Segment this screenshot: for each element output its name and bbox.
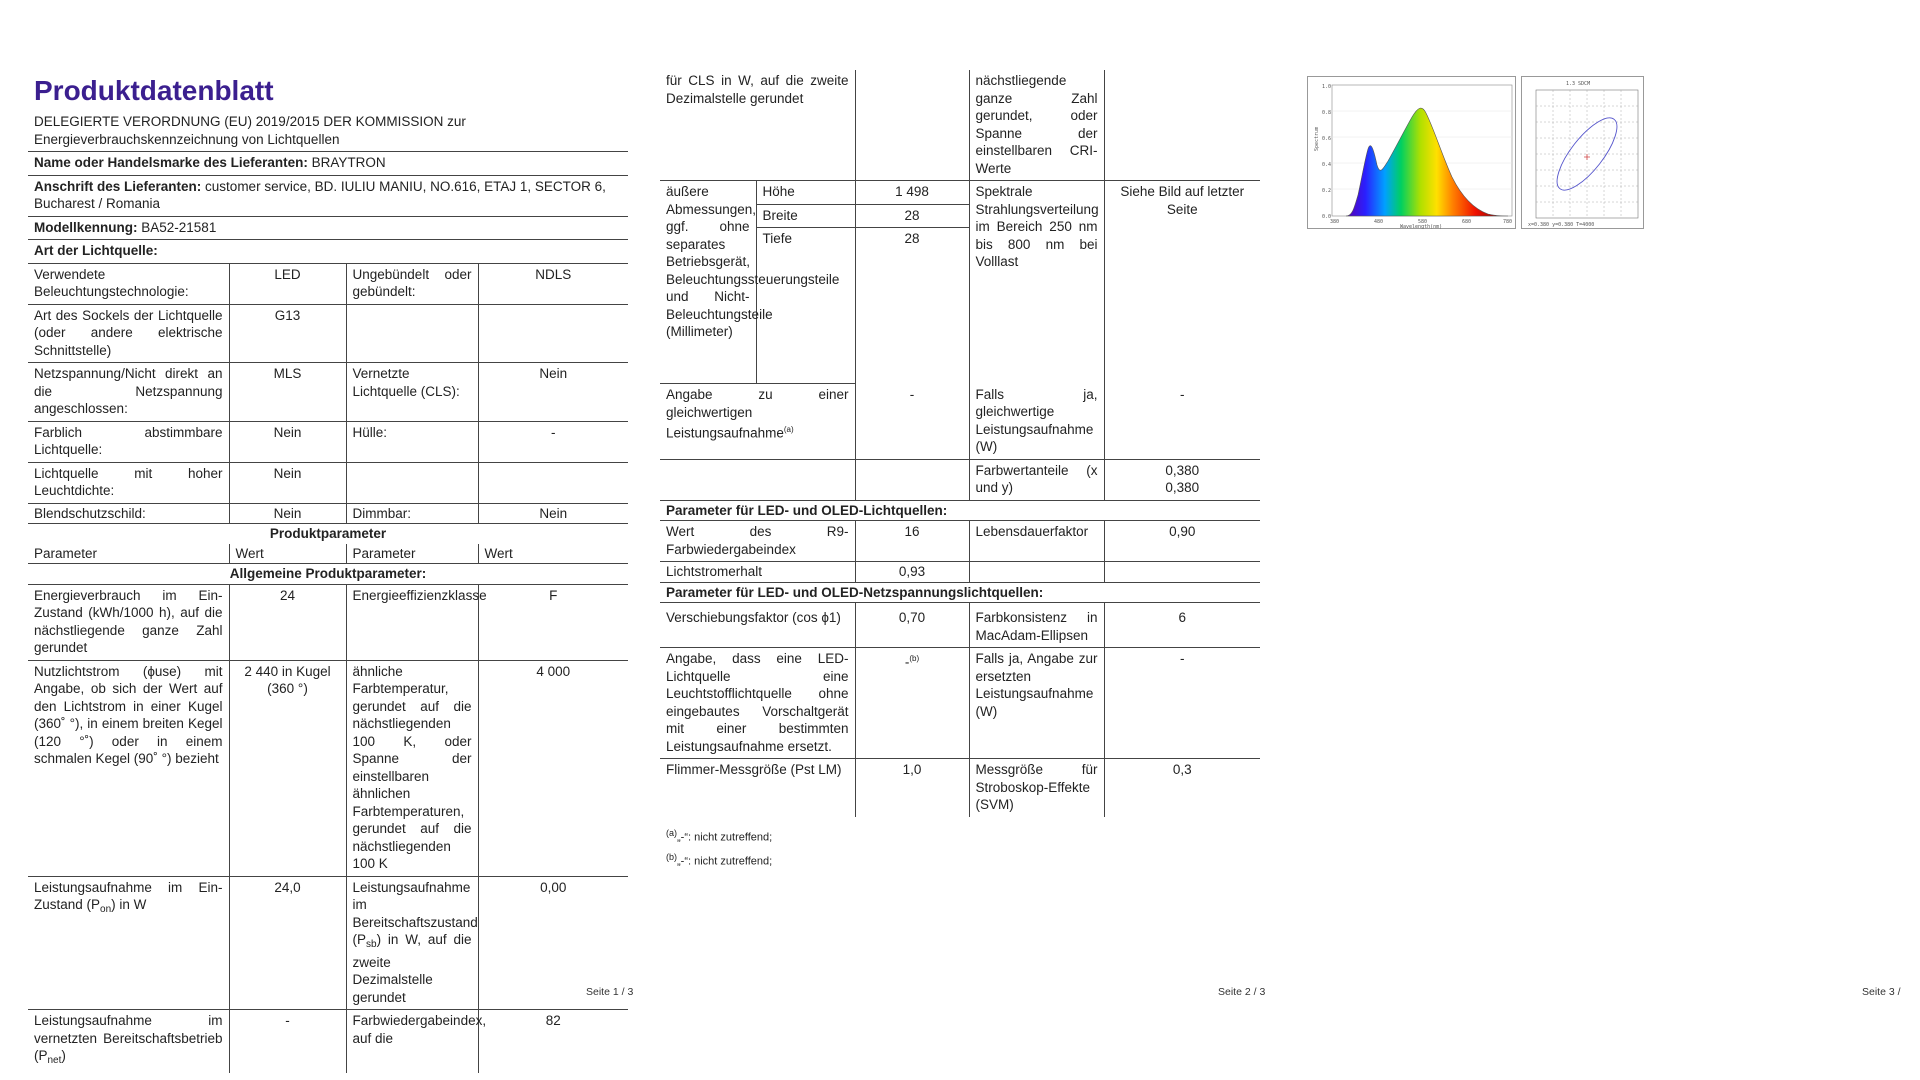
y-axis-label: Spectrum — [1314, 126, 1320, 151]
col-header-value: Wert — [229, 544, 346, 564]
param-value — [478, 462, 628, 503]
param-row — [660, 759, 1260, 817]
chroma-values: 0,380 0,380 — [1104, 459, 1260, 500]
supplier-name-row — [28, 152, 628, 176]
general-row — [28, 584, 628, 660]
svm-value: 0,3 — [1104, 759, 1260, 817]
param-value: 4 000 — [478, 660, 628, 876]
param-label: Art des Sockels der Lichtquelle (oder andere elektrische Schnittstelle) — [28, 304, 229, 363]
dimension-name: Höhe — [756, 181, 855, 205]
dimension-value: 28 — [855, 204, 969, 228]
type-row — [28, 421, 628, 462]
spectrum-figure — [1307, 76, 1516, 229]
flicker-value: 1,0 — [855, 759, 969, 817]
mains-params-heading-row — [660, 582, 1260, 603]
light-source-type-table — [28, 263, 628, 1073]
param-label — [346, 304, 478, 363]
retrofit-label: Angabe, dass eine LED-Lichtquelle eine Leuchtstofflichtquelle ohne eingebautes Vorschaltgerät mit einer bestimmten Leistungsaufnahme ersetzt. — [660, 648, 855, 759]
regulation-text: DELEGIERTE VERORDNUNG (EU) 2019/2015 DER KOMMISSION zur Energieverbrauchskennzeichnung von Lichtquellen — [34, 114, 466, 147]
retrofit-value: -$^{(b)}$ — [855, 648, 969, 759]
param-label: nächstliegende ganze Zahl gerundet, oder Spanne der einstellbaren CRI-Werte — [969, 70, 1104, 181]
dimension-value: 1 498 — [855, 181, 969, 205]
model-label: Modellkennung: — [34, 219, 138, 235]
empty-cell — [1104, 562, 1260, 583]
pon-value: 24,0 — [229, 876, 346, 1010]
page-number: Seite 3 / — [1862, 986, 1901, 998]
param-value — [1104, 70, 1260, 181]
dpf-label: Verschiebungsfaktor (cos ϕ1) — [660, 603, 855, 648]
type-row — [28, 503, 628, 524]
x-tick: 380 — [1330, 219, 1340, 225]
y-tick: 0.6 — [1322, 136, 1332, 142]
led-params-heading-row — [660, 500, 1260, 521]
pnet-label: Leistungsaufnahme im vernetzten Bereitschaftsbetrieb $(P_{net})$ — [28, 1010, 229, 1073]
param-label: Blendschutzschild: — [28, 503, 229, 524]
model-id: BA52-21581 — [141, 219, 217, 235]
color-consistency-value: 6 — [1104, 603, 1260, 648]
param-value: Nein — [229, 462, 346, 503]
equiv-value: - — [855, 384, 969, 460]
param-value: Nein — [478, 503, 628, 524]
x-tick: 780 — [1503, 219, 1513, 225]
col-header-param: Parameter — [34, 545, 98, 561]
param-label: Verwendete Beleuchtungstechnologie: — [28, 263, 229, 304]
supplier-name-label: Name oder Handelsmarke des Lieferanten: — [34, 155, 308, 170]
y-tick: 1.0 — [1322, 84, 1332, 90]
survival-value: 0,90 — [1104, 521, 1260, 562]
type-row — [28, 304, 628, 363]
product-params-heading-row — [28, 524, 628, 544]
dimensions-label: äußere Abmessungen, ggf. ohne separates Betriebsgerät, Beleuchtungssteuerungsteile und Nicht-Beleuchtungsteile (Millimeter) — [660, 181, 756, 384]
param-row — [660, 384, 1260, 460]
supplier-address: customer service, BD. IULIU MANIU, NO.616, ETAJ 1, SECTOR 6, Bucharest / Romania — [34, 178, 606, 211]
param-value: Nein — [478, 363, 628, 422]
x-tick: 680 — [1462, 219, 1472, 225]
param-label: Ungebündelt oder gebündelt: — [346, 263, 478, 304]
y-tick: 0.4 — [1322, 162, 1332, 168]
empty-cell — [855, 459, 969, 500]
param-row — [660, 70, 1260, 181]
param-label: Nutzlichtstrom (ϕuse) mit Angabe, ob sich der Wert auf den Lichtstrom in einer Kugel (360˚ °), in einem breiten Kegel (120 °˚) oder in einem schmalen Kegel (90˚ °) bezieht — [28, 660, 229, 876]
type-row — [28, 363, 628, 422]
general-params-heading-row — [28, 564, 628, 585]
spectrum-graph — [1308, 77, 1517, 230]
supplier-name: BRAYTRON — [311, 155, 386, 170]
equiv-label: Angabe zu einer gleichwertigen Leistungsaufnahme$^{(a)}$ — [660, 384, 855, 460]
lumen-maintenance-value: 0,93 — [855, 562, 969, 583]
y-tick: 0.0 — [1322, 214, 1332, 220]
param-label: für CLS in W, auf die zweite Dezimalstelle gerundet — [666, 73, 849, 106]
equiv-w-value: - — [1104, 384, 1260, 460]
macadam-ellipse-graph — [1522, 77, 1645, 230]
param-row-dimensions — [660, 181, 1260, 205]
param-value: MLS — [229, 363, 346, 422]
equiv-w-label: Falls ja, gleichwertige Leistungsaufnahme (W) — [969, 384, 1104, 460]
param-label: Energieeffizienzklasse — [346, 584, 478, 660]
supplier-address-row — [28, 175, 628, 216]
model-row — [28, 216, 628, 240]
r9-value: 16 — [855, 521, 969, 562]
col-header-value: Wert — [478, 544, 628, 564]
supplier-address-label: Anschrift des Lieferanten: — [34, 178, 202, 194]
param-value: LED — [229, 263, 346, 304]
dimension-name: Tiefe — [756, 228, 855, 384]
param-row — [660, 648, 1260, 759]
type-row — [28, 263, 628, 304]
footnote-a: $^{(a)}$„-“: nicht zutreffend; — [666, 827, 773, 844]
cri-value: 82 — [478, 1010, 628, 1073]
type-row — [28, 462, 628, 503]
param-row — [660, 521, 1260, 562]
param-value — [478, 304, 628, 363]
page-number: Seite 1 / 3 — [586, 986, 634, 998]
cie-caption: x=0.380 y=0.380 T=4000 — [1528, 222, 1595, 228]
param-value — [855, 70, 969, 181]
page-1 — [28, 70, 628, 1073]
footnote-b: $^{(b)}$„-“: nicht zutreffend; — [666, 852, 773, 868]
pon-label: Leistungsaufnahme im Ein-Zustand $(P_{on})$ in W — [28, 876, 229, 1010]
page-title: Produktdatenblatt — [34, 75, 274, 106]
survival-label: Lebensdauerfaktor — [969, 521, 1104, 562]
params-table-continued — [660, 70, 1260, 817]
pnet-value: - — [229, 1010, 346, 1073]
x-tick: 480 — [1374, 219, 1384, 225]
product-params-heading: Produktparameter — [28, 524, 628, 544]
flicker-label: Flimmer-Messgröße (Pst LM) — [660, 759, 855, 817]
param-label: Farblich abstimmbare Lichtquelle: — [28, 421, 229, 462]
param-label: Vernetzte Lichtquelle (CLS): — [346, 363, 478, 422]
param-value: Nein — [229, 421, 346, 462]
general-row — [28, 660, 628, 876]
y-tick: 0.2 — [1322, 188, 1332, 194]
param-value: 24 — [229, 584, 346, 660]
cie-title: 1.3 SDCM — [1566, 81, 1591, 87]
cri-label: Farbwiedergabeindex, auf die — [346, 1010, 478, 1073]
param-row — [660, 603, 1260, 648]
spd-label: Spektrale Strahlungsverteilung im Bereich 250 nm bis 800 nm bei Volllast — [969, 181, 1104, 384]
param-row — [660, 459, 1260, 500]
param-value: G13 — [229, 304, 346, 363]
retrofit-w-label: Falls ja, Angabe zur ersetzten Leistungsaufnahme (W) — [969, 648, 1104, 759]
color-consistency-label: Farbkonsistenz in MacAdam-Ellipsen — [969, 603, 1104, 648]
param-label: Lichtquelle mit hoher Leuchtdichte: — [28, 462, 229, 503]
param-value: NDLS — [478, 263, 628, 304]
y-tick: 0.8 — [1322, 110, 1332, 116]
r9-label: Wert des R9-Farbwiedergabeindex — [660, 521, 855, 562]
param-value: F — [478, 584, 628, 660]
color-consistency-figure — [1521, 76, 1644, 229]
param-label: Netzspannung/Nicht direkt an die Netzspannung angeschlossen: — [28, 363, 229, 422]
supplier-info-table — [28, 111, 628, 263]
param-label: Dimmbar: — [346, 503, 478, 524]
param-label: ähnliche Farbtemperatur, gerundet auf die nächstliegenden 100 K, oder Spanne der einstellbaren ähnlichen Farbtemperaturen, gerundet auf die nächstliegenden 100 K — [346, 660, 478, 876]
psb-value: 0,00 — [478, 876, 628, 1010]
chroma-label: Farbwertanteile (x und y) — [969, 459, 1104, 500]
mains-params-heading: Parameter für LED- und OLED-Netzspannungslichtquellen: — [660, 582, 1260, 603]
svm-label: Messgröße für Stroboskop-Effekte (SVM) — [969, 759, 1104, 817]
led-params-heading: Parameter für LED- und OLED-Lichtquellen: — [660, 500, 1260, 521]
param-value: - — [478, 421, 628, 462]
general-params-heading: Allgemeine Produktparameter: — [28, 564, 628, 585]
dpf-value: 0,70 — [855, 603, 969, 648]
param-label: Hülle: — [346, 421, 478, 462]
column-header-row — [28, 544, 628, 564]
general-row — [28, 1010, 628, 1073]
empty-cell — [969, 562, 1104, 583]
dimension-value: 28 — [855, 228, 969, 384]
general-row — [28, 876, 628, 1010]
col-header-param: Parameter — [346, 544, 478, 564]
psb-label: Leistungsaufnahme im Bereitschaftszustand $(P_{sb})$ in W, auf die zweite Dezimalstelle gerundet — [346, 876, 478, 1010]
empty-cell — [660, 459, 855, 500]
x-axis-label: Wavelength(nm) — [1400, 224, 1443, 230]
light-source-type-heading: Art der Lichtquelle: — [28, 240, 628, 263]
spd-value: Siehe Bild auf letzter Seite — [1104, 181, 1260, 384]
param-label: Energieverbrauch im Ein-Zustand (kWh/1000 h), auf die nächstliegende ganze Zahl gerundet — [28, 584, 229, 660]
param-value: 2 440 in Kugel (360 °) — [229, 660, 346, 876]
page-number: Seite 2 / 3 — [1218, 986, 1266, 998]
retrofit-w-value: - — [1104, 648, 1260, 759]
x-tick: 580 — [1418, 219, 1428, 225]
param-row — [660, 562, 1260, 583]
param-label — [346, 462, 478, 503]
param-value: Nein — [229, 503, 346, 524]
lumen-maintenance-label: Lichtstromerhalt — [660, 562, 855, 583]
dimension-name: Breite — [756, 204, 855, 228]
page-2 — [660, 70, 1260, 872]
